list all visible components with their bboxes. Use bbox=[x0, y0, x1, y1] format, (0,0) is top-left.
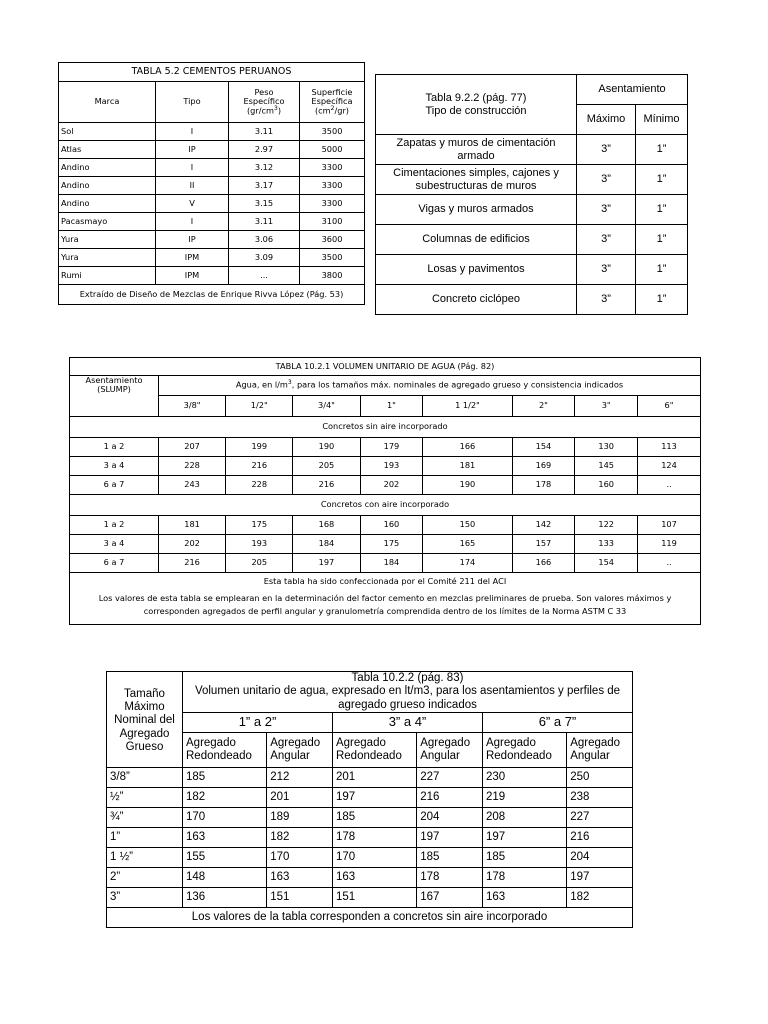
cell-value: 197 bbox=[567, 868, 633, 888]
header-size: 3/4" bbox=[293, 396, 360, 417]
cell-value: 189 bbox=[267, 808, 333, 828]
sub-agregado-angular: Agregado Angular bbox=[267, 733, 333, 768]
header-size: 2" bbox=[512, 396, 575, 417]
table-title: Tabla 9.2.2 (pág. 77) Tipo de construcción bbox=[376, 75, 577, 135]
header-size: 1 1/2" bbox=[423, 396, 512, 417]
cell-value: 250 bbox=[567, 768, 633, 788]
cell-value: 216 bbox=[417, 788, 483, 808]
cell-value: 163 bbox=[332, 868, 416, 888]
cell-tamano: ¾” bbox=[107, 808, 183, 828]
cell-marca: Rumi bbox=[59, 267, 156, 285]
cell-value: 182 bbox=[567, 888, 633, 908]
cell-value: 216 bbox=[226, 457, 293, 476]
cell-value: 169 bbox=[512, 457, 575, 476]
cell-value: 185 bbox=[482, 848, 566, 868]
cell-value: 167 bbox=[417, 888, 483, 908]
cell-superficie: 3100 bbox=[300, 213, 365, 231]
header-asentamiento: Asentamiento bbox=[577, 75, 688, 105]
cell-tipo: IPM bbox=[156, 267, 229, 285]
cell-value: 154 bbox=[512, 438, 575, 457]
header-size: 1/2" bbox=[226, 396, 293, 417]
cell-tamano: 2” bbox=[107, 868, 183, 888]
cell-tipo-construccion: Zapatas y muros de cimentación armado bbox=[376, 135, 577, 165]
table-title: Tabla 10.2.2 (pág. 83) Volumen unitario de agua, expresado en lt/m3, para los asentamientos y perfiles de agregado grueso indicados bbox=[183, 672, 633, 713]
cell-value: 165 bbox=[423, 535, 512, 554]
cell-value: 193 bbox=[226, 535, 293, 554]
table-row bbox=[107, 788, 633, 808]
cell-maximo: 3” bbox=[577, 255, 636, 285]
cell-superficie: 3600 bbox=[300, 231, 365, 249]
table-volumen-unitario-agua bbox=[69, 357, 701, 625]
cell-peso: 3.17 bbox=[229, 177, 300, 195]
table-row bbox=[59, 177, 365, 195]
cell-value: 175 bbox=[226, 516, 293, 535]
header-peso-especifico: Peso Específico $(gr/cm^3)$ bbox=[229, 82, 300, 123]
cell-tipo: V bbox=[156, 195, 229, 213]
note-valores: Los valores de esta tabla se emplearan en la determinación del factor cemento en mezclas preliminares de prueba. Son valores máximos y corresponden agregados de perfil angular y granulometría comprendida dentro de los límites de la Norma ASTM C 33 bbox=[70, 590, 701, 625]
cell-asentamiento: 1 a 2 bbox=[70, 438, 159, 457]
header-asentamiento: Asentamiento (SLUMP) bbox=[70, 376, 159, 417]
cell-value: 163 bbox=[482, 888, 566, 908]
section-title: Concretos sin aire incorporado bbox=[70, 417, 701, 438]
cell-value: 170 bbox=[183, 808, 267, 828]
cell-value: 119 bbox=[638, 535, 701, 554]
note-row bbox=[70, 573, 701, 591]
group-6-a-7: 6” a 7” bbox=[482, 713, 632, 733]
table-row bbox=[59, 267, 365, 285]
cell-marca: Andino bbox=[59, 177, 156, 195]
cell-marca: Sol bbox=[59, 123, 156, 141]
cell-value: 216 bbox=[293, 476, 360, 495]
cell-value: .. bbox=[638, 476, 701, 495]
cell-value: 179 bbox=[360, 438, 423, 457]
cell-value: 227 bbox=[567, 808, 633, 828]
header-agua: Agua, en $l/m^3$, para los tamaños máx. nominales de agregado grueso y consistencia indicados bbox=[159, 376, 701, 396]
cell-peso: 3.09 bbox=[229, 249, 300, 267]
cell-superficie: 3500 bbox=[300, 123, 365, 141]
cell-superficie: 3800 bbox=[300, 267, 365, 285]
cell-tamano: 1” bbox=[107, 828, 183, 848]
cell-value: 151 bbox=[267, 888, 333, 908]
cell-peso: ... bbox=[229, 267, 300, 285]
cell-minimo: 1” bbox=[636, 285, 688, 315]
cell-tipo: I bbox=[156, 213, 229, 231]
cell-value: 184 bbox=[293, 535, 360, 554]
cell-value: 178 bbox=[482, 868, 566, 888]
cell-value: 113 bbox=[638, 438, 701, 457]
cell-value: 181 bbox=[423, 457, 512, 476]
table-row bbox=[70, 554, 701, 573]
cell-value: 151 bbox=[332, 888, 416, 908]
table-title: TABLA 10.2.1 VOLUMEN UNITARIO DE AGUA (Pág. 82) bbox=[70, 358, 701, 376]
cell-asentamiento: 6 a 7 bbox=[70, 554, 159, 573]
cell-value: 204 bbox=[567, 848, 633, 868]
header-size: 3/8" bbox=[159, 396, 226, 417]
cell-value: 197 bbox=[293, 554, 360, 573]
cell-peso: 2.97 bbox=[229, 141, 300, 159]
table-row bbox=[376, 225, 688, 255]
cell-value: 184 bbox=[360, 554, 423, 573]
cell-value: 160 bbox=[360, 516, 423, 535]
header-tamano-maximo: Tamaño Máximo Nominal del Agregado Grueso bbox=[107, 672, 183, 768]
cell-value: 136 bbox=[183, 888, 267, 908]
cell-value: 212 bbox=[267, 768, 333, 788]
cell-value: 178 bbox=[512, 476, 575, 495]
table-row bbox=[59, 231, 365, 249]
sub-agregado-redondeado: Agregado Redondeado bbox=[332, 733, 416, 768]
table-row bbox=[70, 476, 701, 495]
cell-value: 190 bbox=[293, 438, 360, 457]
cell-minimo: 1” bbox=[636, 255, 688, 285]
cell-value: 107 bbox=[638, 516, 701, 535]
cell-value: 228 bbox=[159, 457, 226, 476]
group-1-a-2: 1” a 2” bbox=[183, 713, 333, 733]
cell-minimo: 1” bbox=[636, 195, 688, 225]
cell-asentamiento: 6 a 7 bbox=[70, 476, 159, 495]
cell-superficie: 3300 bbox=[300, 177, 365, 195]
table-row bbox=[59, 249, 365, 267]
cell-value: 168 bbox=[293, 516, 360, 535]
cell-value: 154 bbox=[575, 554, 638, 573]
cell-value: 205 bbox=[226, 554, 293, 573]
cell-value: 238 bbox=[567, 788, 633, 808]
table-row bbox=[376, 255, 688, 285]
table-footer: Los valores de la tabla corresponden a concretos sin aire incorporado bbox=[107, 908, 633, 928]
table-row bbox=[59, 141, 365, 159]
cell-value: 208 bbox=[482, 808, 566, 828]
cell-value: 175 bbox=[360, 535, 423, 554]
cell-superficie: 3300 bbox=[300, 195, 365, 213]
cell-value: 148 bbox=[183, 868, 267, 888]
cell-tipo-construccion: Vigas y muros armados bbox=[376, 195, 577, 225]
table-row bbox=[59, 159, 365, 177]
table-row bbox=[59, 123, 365, 141]
section-title: Concretos con aire incorporado bbox=[70, 495, 701, 516]
table-footer: Extraído de Diseño de Mezclas de Enrique Rivva López (Pág. 53) bbox=[59, 285, 365, 305]
cell-marca: Andino bbox=[59, 195, 156, 213]
cell-value: 228 bbox=[226, 476, 293, 495]
table-row bbox=[376, 135, 688, 165]
cell-asentamiento: 3 a 4 bbox=[70, 535, 159, 554]
cell-value: 204 bbox=[417, 808, 483, 828]
cell-value: 205 bbox=[293, 457, 360, 476]
table-row bbox=[59, 213, 365, 231]
header-size: 3" bbox=[575, 396, 638, 417]
cell-value: 201 bbox=[267, 788, 333, 808]
section-header bbox=[70, 417, 701, 438]
cell-value: 145 bbox=[575, 457, 638, 476]
cell-peso: 3.06 bbox=[229, 231, 300, 249]
sub-agregado-redondeado: Agregado Redondeado bbox=[183, 733, 267, 768]
table-row bbox=[107, 808, 633, 828]
cell-value: 199 bbox=[226, 438, 293, 457]
table-row bbox=[70, 438, 701, 457]
cell-value: 170 bbox=[332, 848, 416, 868]
cell-tipo-construccion: Cimentaciones simples, cajones y subestructuras de muros bbox=[376, 165, 577, 195]
cell-value: 193 bbox=[360, 457, 423, 476]
cell-peso: 3.15 bbox=[229, 195, 300, 213]
cell-value: 243 bbox=[159, 476, 226, 495]
cell-tipo: IP bbox=[156, 231, 229, 249]
cell-tamano: 1 ½” bbox=[107, 848, 183, 868]
cell-value: 163 bbox=[267, 868, 333, 888]
cell-tipo-construccion: Columnas de edificios bbox=[376, 225, 577, 255]
header-size: 1" bbox=[360, 396, 423, 417]
cell-tipo: II bbox=[156, 177, 229, 195]
cell-value: 178 bbox=[332, 828, 416, 848]
cell-tipo: IPM bbox=[156, 249, 229, 267]
header-minimo: Mínimo bbox=[636, 105, 688, 135]
cell-value: 216 bbox=[159, 554, 226, 573]
cell-superficie: 3300 bbox=[300, 159, 365, 177]
cell-value: 207 bbox=[159, 438, 226, 457]
cell-value: 202 bbox=[159, 535, 226, 554]
cell-superficie: 3500 bbox=[300, 249, 365, 267]
cell-value: 160 bbox=[575, 476, 638, 495]
cell-value: 174 bbox=[423, 554, 512, 573]
cell-value: .. bbox=[638, 554, 701, 573]
cell-superficie: 5000 bbox=[300, 141, 365, 159]
cell-value: 157 bbox=[512, 535, 575, 554]
cell-asentamiento: 1 a 2 bbox=[70, 516, 159, 535]
table-asentamiento-tipo-construccion bbox=[375, 74, 688, 315]
cell-value: 124 bbox=[638, 457, 701, 476]
cell-value: 130 bbox=[575, 438, 638, 457]
cell-value: 185 bbox=[417, 848, 483, 868]
header-superficie-especifica: Superficie Específica $(cm^2/gr)$ bbox=[300, 82, 365, 123]
cell-marca: Atlas bbox=[59, 141, 156, 159]
header-tipo: Tipo bbox=[156, 82, 229, 123]
table-row bbox=[59, 195, 365, 213]
cell-value: 163 bbox=[183, 828, 267, 848]
table-row bbox=[376, 165, 688, 195]
cell-value: 185 bbox=[183, 768, 267, 788]
cell-value: 201 bbox=[332, 768, 416, 788]
cell-tamano: 3” bbox=[107, 888, 183, 908]
cell-tamano: 3/8” bbox=[107, 768, 183, 788]
cell-value: 185 bbox=[332, 808, 416, 828]
cell-peso: 3.11 bbox=[229, 123, 300, 141]
cell-maximo: 3” bbox=[577, 135, 636, 165]
cell-value: 122 bbox=[575, 516, 638, 535]
cell-value: 150 bbox=[423, 516, 512, 535]
cell-value: 230 bbox=[482, 768, 566, 788]
cell-tamano: ½” bbox=[107, 788, 183, 808]
table-row bbox=[376, 195, 688, 225]
note-row bbox=[70, 590, 701, 625]
cell-tipo-construccion: Concreto ciclópeo bbox=[376, 285, 577, 315]
table-row bbox=[376, 285, 688, 315]
cell-value: 216 bbox=[567, 828, 633, 848]
cell-value: 227 bbox=[417, 768, 483, 788]
table-row bbox=[70, 457, 701, 476]
table-row bbox=[107, 888, 633, 908]
cell-minimo: 1” bbox=[636, 225, 688, 255]
cell-value: 190 bbox=[423, 476, 512, 495]
cell-value: 197 bbox=[417, 828, 483, 848]
cell-peso: 3.11 bbox=[229, 213, 300, 231]
table-title: TABLA 5.2 CEMENTOS PERUANOS bbox=[59, 63, 365, 82]
cell-tipo: IP bbox=[156, 141, 229, 159]
sub-agregado-angular: Agregado Angular bbox=[417, 733, 483, 768]
cell-value: 142 bbox=[512, 516, 575, 535]
cell-value: 166 bbox=[423, 438, 512, 457]
cell-value: 197 bbox=[482, 828, 566, 848]
table-row bbox=[107, 768, 633, 788]
cell-maximo: 3” bbox=[577, 285, 636, 315]
cell-value: 182 bbox=[183, 788, 267, 808]
header-marca: Marca bbox=[59, 82, 156, 123]
cell-marca: Pacasmayo bbox=[59, 213, 156, 231]
cell-value: 178 bbox=[417, 868, 483, 888]
header-size: 6" bbox=[638, 396, 701, 417]
cell-value: 166 bbox=[512, 554, 575, 573]
cell-value: 202 bbox=[360, 476, 423, 495]
cell-asentamiento: 3 a 4 bbox=[70, 457, 159, 476]
cell-maximo: 3” bbox=[577, 165, 636, 195]
table-row bbox=[70, 535, 701, 554]
cell-value: 133 bbox=[575, 535, 638, 554]
cell-maximo: 3” bbox=[577, 225, 636, 255]
cell-marca: Yura bbox=[59, 231, 156, 249]
table-cementos-peruanos bbox=[58, 62, 365, 305]
section-header bbox=[70, 495, 701, 516]
sub-agregado-redondeado: Agregado Redondeado bbox=[482, 733, 566, 768]
cell-value: 155 bbox=[183, 848, 267, 868]
cell-value: 181 bbox=[159, 516, 226, 535]
cell-value: 170 bbox=[267, 848, 333, 868]
cell-peso: 3.12 bbox=[229, 159, 300, 177]
cell-tipo-construccion: Losas y pavimentos bbox=[376, 255, 577, 285]
header-maximo: Máximo bbox=[577, 105, 636, 135]
sub-agregado-angular: Agregado Angular bbox=[567, 733, 633, 768]
cell-maximo: 3” bbox=[577, 195, 636, 225]
table-row bbox=[107, 848, 633, 868]
group-3-a-4: 3” a 4” bbox=[332, 713, 482, 733]
cell-tipo: I bbox=[156, 159, 229, 177]
cell-value: 182 bbox=[267, 828, 333, 848]
table-row bbox=[107, 828, 633, 848]
cell-tipo: I bbox=[156, 123, 229, 141]
cell-value: 197 bbox=[332, 788, 416, 808]
table-row bbox=[70, 516, 701, 535]
table-volumen-agua-asentamientos bbox=[106, 671, 633, 928]
cell-minimo: 1” bbox=[636, 135, 688, 165]
cell-value: 219 bbox=[482, 788, 566, 808]
table-row bbox=[107, 868, 633, 888]
cell-minimo: 1” bbox=[636, 165, 688, 195]
note-comite: Esta tabla ha sido confeccionada por el Comité 211 del ACI bbox=[70, 573, 701, 591]
cell-marca: Andino bbox=[59, 159, 156, 177]
cell-marca: Yura bbox=[59, 249, 156, 267]
